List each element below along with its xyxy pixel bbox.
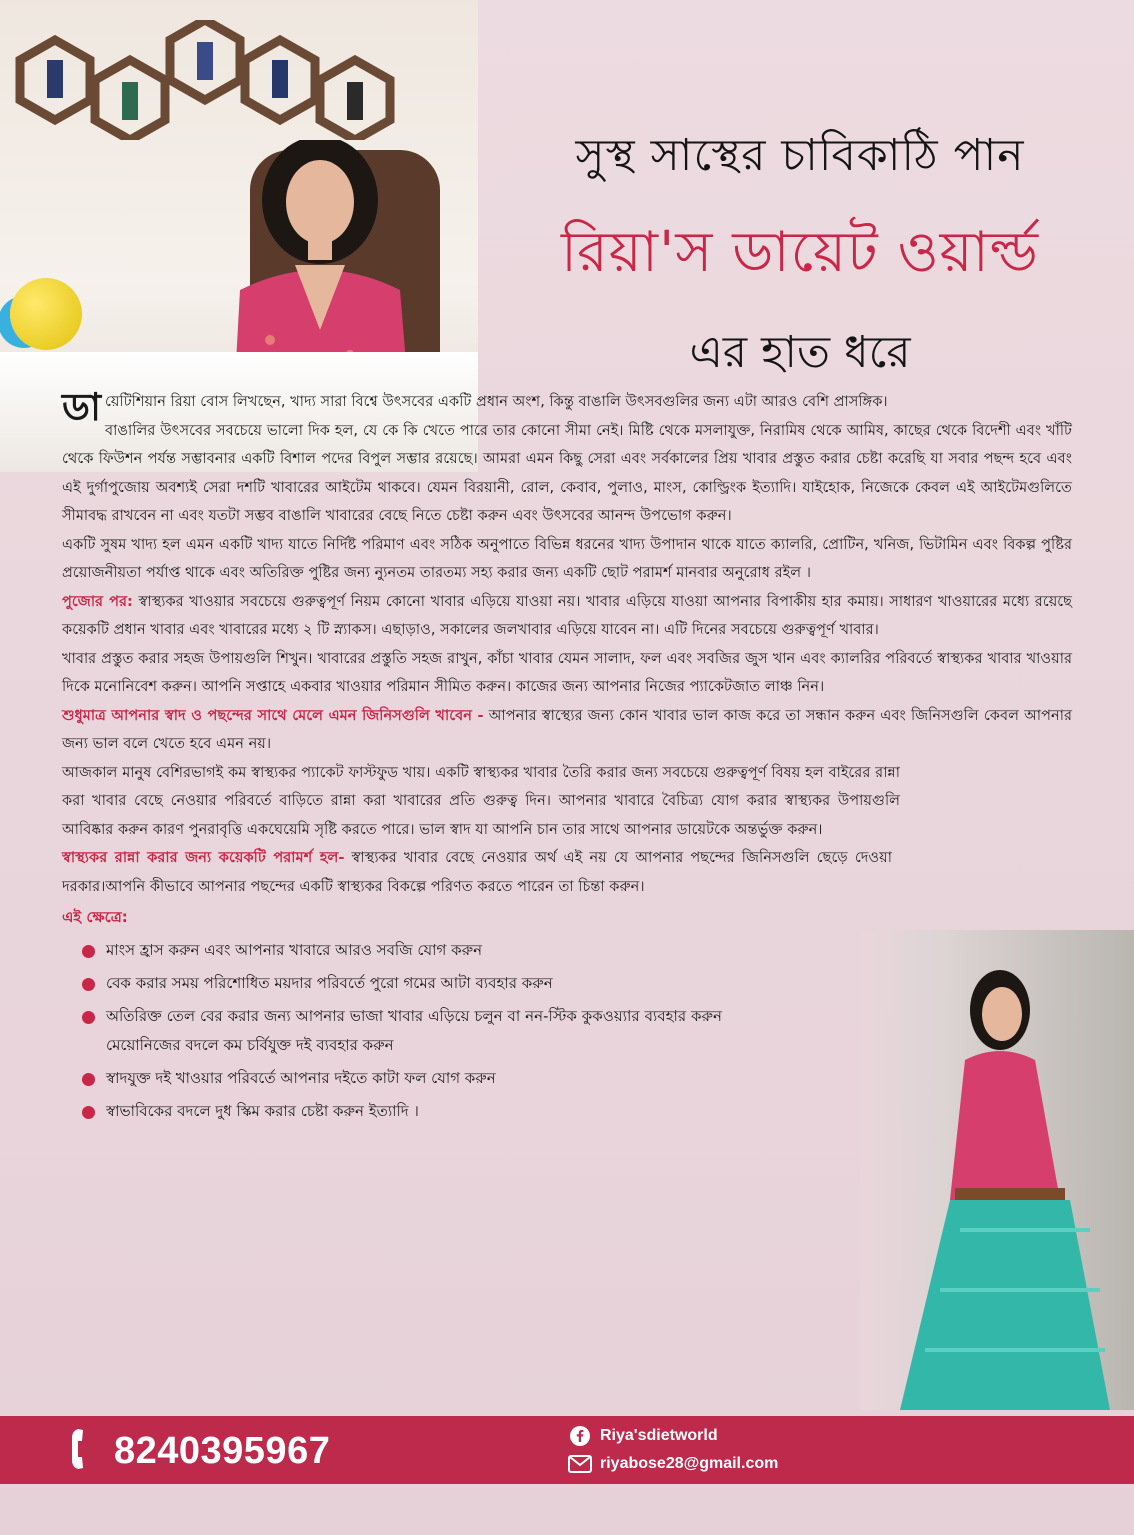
drop-cap: ডা [62, 384, 101, 429]
list-item: মাংস হ্রাস করুন এবং আপনার খাবারে আরও সবজি যোগ করুন [82, 936, 722, 965]
article-body [62, 384, 1073, 1130]
phone-contact[interactable] [70, 1418, 330, 1484]
hexagon-shelf-graphic [0, 20, 400, 140]
paragraph-easy-prep: খাবার প্রস্তুত করার সহজ উপায়গুলি শিখুন। খাবারের প্রস্তুতি সহজ রাখুন, কাঁচা খাবার যেমন সালাদ, ফল এবং সবজির জুস খান এবং ক্যালরির পরিবর্তে স্বাস্থ্যকর খাবার খাওয়ার দিকে মনোনিবেশ করুন। আপনি সপ্তাহে একবার খাওয়ার পরিমান সীমিত করুন। কাজের জন্য আপনার নিজের প্যাকেটজাত লাঞ্চ নিন। [62, 649, 1072, 695]
phone-number[interactable]: 8240395967 [114, 1429, 331, 1472]
tips-list [82, 936, 722, 1126]
email-contact[interactable] [568, 1450, 778, 1478]
intro-paragraph [62, 384, 1072, 429]
paragraph-festival-food: বাঙালির উৎসবের সবচেয়ে ভালো দিক হল, যে কে কি খেতে পারে তার কোনো সীমা নেই। মিষ্টি থেকে মসলাযুক্ত, নিরামিষ থেকে আমিষ, কাছের থেকে বিদেশী এবং খাঁটি থেকে ফিউশন পর্যন্ত সম্ভাবনার একটি বিশাল পদের বিপুল সম্ভার রয়েছে। আমরা এমন কিছু সেরা এবং সর্বকালের প্রিয় খাবার প্রস্তুত করার চেষ্টা করেছি যা সবার পছন্দ হবে এবং এই দুর্গাপুজোয় অবশ্যই সেরা দশটি খাবারের আইটেম থাকবে। যেমন বিরয়ানী, রোল, কেবাব, পুলাও, মাংস, কোল্ড্রিংক ইত্যাদি। যাইহোক, নিজেকে কেবল এই আইটেমগুলিতে সীমাবদ্ধ রাখবেন না এবং যতটা সম্ভব বাঙালি খাবারের বেছে নিতে চেষ্টা করুন এবং উৎসবের আনন্দ উপভোগ করুন। [62, 421, 1072, 524]
list-item: অতিরিক্ত তেল বের করার জন্য আপনার ভাজা খাবার এড়িয়ে চলুন বা নন-স্টিক কুকওয়্যার ব্যবহার করুন মেয়োনিজের বদলে কম চর্বিযুক্ত দই ব্যবহার করুন [82, 1002, 722, 1060]
bullet-icon [82, 945, 95, 958]
paragraph-balanced-diet: একটি সুষম খাদ্য হল এমন একটি খাদ্য যাতে নির্দিষ্ট পরিমাণ এবং সঠিক অনুপাতে বিভিন্ন ধরনের খাদ্য উপাদান থাকে যাতে ক্যালরি, প্রোটিন, খনিজ, ভিটামিন এবং বিকল্প পুষ্টির প্রয়োজনীয়তা পর্যাপ্ত থাকে এবং অতিরিক্ত পুষ্টির জন্য ন্যুনতম তারতম্য সহ্য করার জন্য একটি ছোট পরামর্শ মানবার অনুরোধ রইল । [62, 535, 1072, 581]
bullet-icon [82, 1011, 95, 1024]
section-label-after-puja: পুজোর পর: [62, 592, 133, 610]
bullet-icon [82, 1073, 95, 1086]
contact-details [568, 1422, 778, 1478]
brand-name: রিয়া'স ডায়েট ওয়ার্ল্ড [560, 220, 1040, 285]
facebook-handle[interactable]: Riya'sdietworld [600, 1427, 718, 1444]
phone-icon [70, 1426, 104, 1476]
tips-subtitle: এই ক্ষেত্রে: [62, 908, 128, 926]
section-text-eat-what-you-like: আপনার স্বাস্থ্যের জন্য কোন খাবার ভাল কাজ করে তা সন্ধান করুন এবং জিনিসগুলি কেবল আপনার জন্য ভাল বলে খেতে হবে এমন নয়। [62, 706, 1072, 752]
email-icon [568, 1455, 592, 1473]
facebook-contact[interactable] [568, 1422, 778, 1450]
section-healthy-cooking-tips [62, 844, 892, 901]
toy-ball-graphic [10, 278, 82, 350]
intro-text: য়েটিশিয়ান রিয়া বোস লিখছেন, খাদ্য সারা বিশ্বে উৎসবের একটি প্রধান অংশ, কিন্তু বাঙালি উৎসবগুলির জন্য এটা আরও বেশি প্রাসঙ্গিক। [105, 393, 888, 410]
section-text-after-puja: স্বাস্থ্যকর খাওয়ার সবচেয়ে গুরুত্বপূর্ণ নিয়ম কোনো খাবার এড়িয়ে যাওয়া নয়। খাবার এড়িয়ে যাওয়া আপনার বিপাকীয় হার কমায়। সাধারণ খাওয়ারের মধ্যে রয়েছে কয়েকটি প্রধান খাবার এবং খাবারের মধ্যে ২ টি স্ন্যাকস। এছাড়াও, সকালের জলখাবার এড়িয়ে যাবেন না। এটি দিনের সবচেয়ে গুরুত্বপূর্ণ খাবার। [62, 592, 1073, 638]
bullet-icon [82, 978, 95, 991]
headline-line-3: এর হাত ধরে [689, 327, 911, 378]
headline-line-1: সুস্থ সাস্থের চাবিকাঠি পান [575, 130, 1025, 181]
headline [500, 122, 1100, 392]
list-item: স্বাভাবিকের বদলে দুধ স্কিম করার চেষ্টা করুন ইত্যাদি । [82, 1097, 722, 1126]
list-item: বেক করার সময় পরিশোধিত ময়দার পরিবর্তে পুরো গমের আটা ব্যবহার করুন [82, 969, 722, 998]
email-address[interactable]: riyabose28@gmail.com [600, 1455, 779, 1472]
section-label-eat-what-you-like: শুধুমাত্র আপনার স্বাদ ও পছন্দের সাথে মেলে এমন জিনিসগুলি খাবেন - [62, 706, 484, 724]
section-text-healthy-cooking: স্বাস্থ্যকর খাবার বেছে নেওয়ার অর্থ এই নয় যে আপনার পছন্দের জিনিসগুলি ছেড়ে দেওয়া দরকার।আপনি কীভাবে আপনার পছন্দের একটি স্বাস্থ্যকর বিকল্পে পরিণত করতে পারেন তা চিন্তা করুন। [62, 849, 893, 895]
paragraph-home-cooking: আজকাল মানুষ বেশিরভাগই কম স্বাস্থ্যকর প্যাকেট ফাস্টফুড খায়। একটি স্বাস্থ্যকর খাবার তৈরি করার জন্য সবচেয়ে গুরুত্বপূর্ণ বিষয় হল বাইরের রান্না করা খাবার বেছে নেওয়ার পরিবর্তে বাড়িতে রান্না করা খাবারের প্রতি গুরুত্ব দিন। আপনার খাবারে বৈচিত্র্য যোগ করার স্বাস্থ্যকর উপায়গুলি আবিষ্কার করুন কারণ পুনরাবৃত্তি একঘেয়েমি সৃষ্টি করতে পারে। ভাল স্বাদ যা আপনি চান তার সাথে আপনার ডায়েটকে অন্তর্ভুক্ত করুন। [62, 763, 900, 838]
bullet-icon [82, 1106, 95, 1119]
list-item: স্বাদযুক্ত দই খাওয়ার পরিবর্তে আপনার দইতে কাটা ফল যোগ করুন [82, 1064, 722, 1093]
section-after-puja [62, 588, 1072, 645]
facebook-icon [568, 1426, 592, 1446]
section-eat-what-you-like [62, 702, 1072, 759]
section-label-healthy-cooking: স্বাস্থ্যকর রান্না করার জন্য কয়েকটি পরামর্শ হল- [62, 849, 345, 866]
